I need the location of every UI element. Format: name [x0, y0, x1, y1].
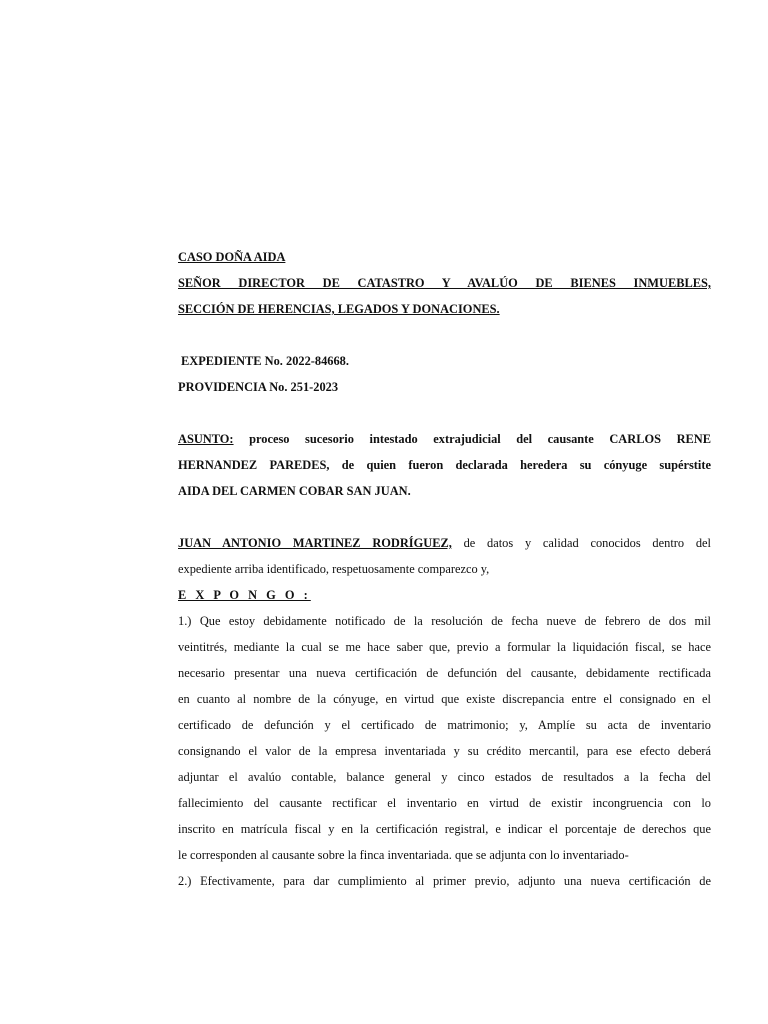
subject-line-2: HERNANDEZ PAREDES, de quien fueron declarada heredera su cónyuge supérstite	[178, 458, 711, 472]
point-2	[178, 868, 711, 894]
subject-line-3: AIDA DEL CARMEN COBAR SAN JUAN.	[178, 484, 411, 498]
point-2-line: 2.) Efectivamente, para dar cumplimiento al primer previo, adjunto una nueva certificación de	[178, 874, 711, 888]
subject-line-1	[178, 426, 711, 452]
point-1-line: certificado de defunción y el certificado de matrimonio; y, Amplíe su acta de inventario	[178, 718, 711, 732]
intro-line-1-text: de datos y calidad conocidos dentro del	[451, 536, 711, 550]
subject-label: ASUNTO:	[178, 432, 234, 446]
spacer	[178, 504, 711, 530]
expediente-reference: EXPEDIENTE No. 2022-84668.	[181, 354, 349, 368]
point-1-line: en cuanto al nombre de la cónyuge, en virtud que existe discrepancia entre el consignado en el	[178, 692, 711, 706]
point-1	[178, 608, 711, 868]
intro-paragraph	[178, 530, 711, 582]
point-1-line: adjuntar el avalúo contable, balance general y cinco estados de resultados a la fecha del	[178, 770, 711, 784]
point-1-line: necesario presentar una nueva certificación de defunción del causante, debidamente rectificada	[178, 666, 711, 680]
point-1-line: fallecimiento del causante rectificar el inventario en virtud de existir incongruencia con lo	[178, 796, 711, 810]
point-1-line: inscrito en matrícula fiscal y en la certificación registral, e indicar el porcentaje de derechos que	[178, 822, 711, 836]
intro-line-2: expediente arriba identificado, respetuosamente comparezco y,	[178, 562, 490, 576]
providencia-reference: PROVIDENCIA No. 251-2023	[178, 380, 339, 394]
spacer	[178, 400, 711, 426]
addressee-line-1: SEÑOR DIRECTOR DE CATASTRO Y AVALÚO DE BIENES INMUEBLES,	[178, 276, 711, 290]
point-1-line: 1.) Que estoy debidamente notificado de la resolución de fecha nueve de febrero de dos mil	[178, 614, 711, 628]
case-title: CASO DOÑA AIDA	[178, 250, 286, 264]
point-1-line: le corresponden al causante sobre la finca inventariada. que se adjunta con lo inventariado-	[178, 848, 629, 862]
subject-line-1-text: proceso sucesorio intestado extrajudicial del causante CARLOS RENE	[233, 432, 711, 446]
document-body	[178, 244, 711, 894]
appearing-party-name: JUAN ANTONIO MARTINEZ RODRÍGUEZ,	[178, 536, 452, 550]
spacer	[178, 322, 711, 348]
subject-block	[178, 426, 711, 504]
point-1-line: consignando el valor de la empresa inventariada y su crédito mercantil, para ese efecto deberá	[178, 744, 711, 758]
point-1-line: veintitrés, mediante la cual se me hace saber que, previo a formular la liquidación fiscal, se hace	[178, 640, 711, 654]
addressee-line-2: SECCIÓN DE HERENCIAS, LEGADOS Y DONACIONES.	[178, 302, 500, 316]
intro-line-1	[178, 530, 711, 556]
section-heading: E X P O N G O :	[178, 588, 311, 602]
